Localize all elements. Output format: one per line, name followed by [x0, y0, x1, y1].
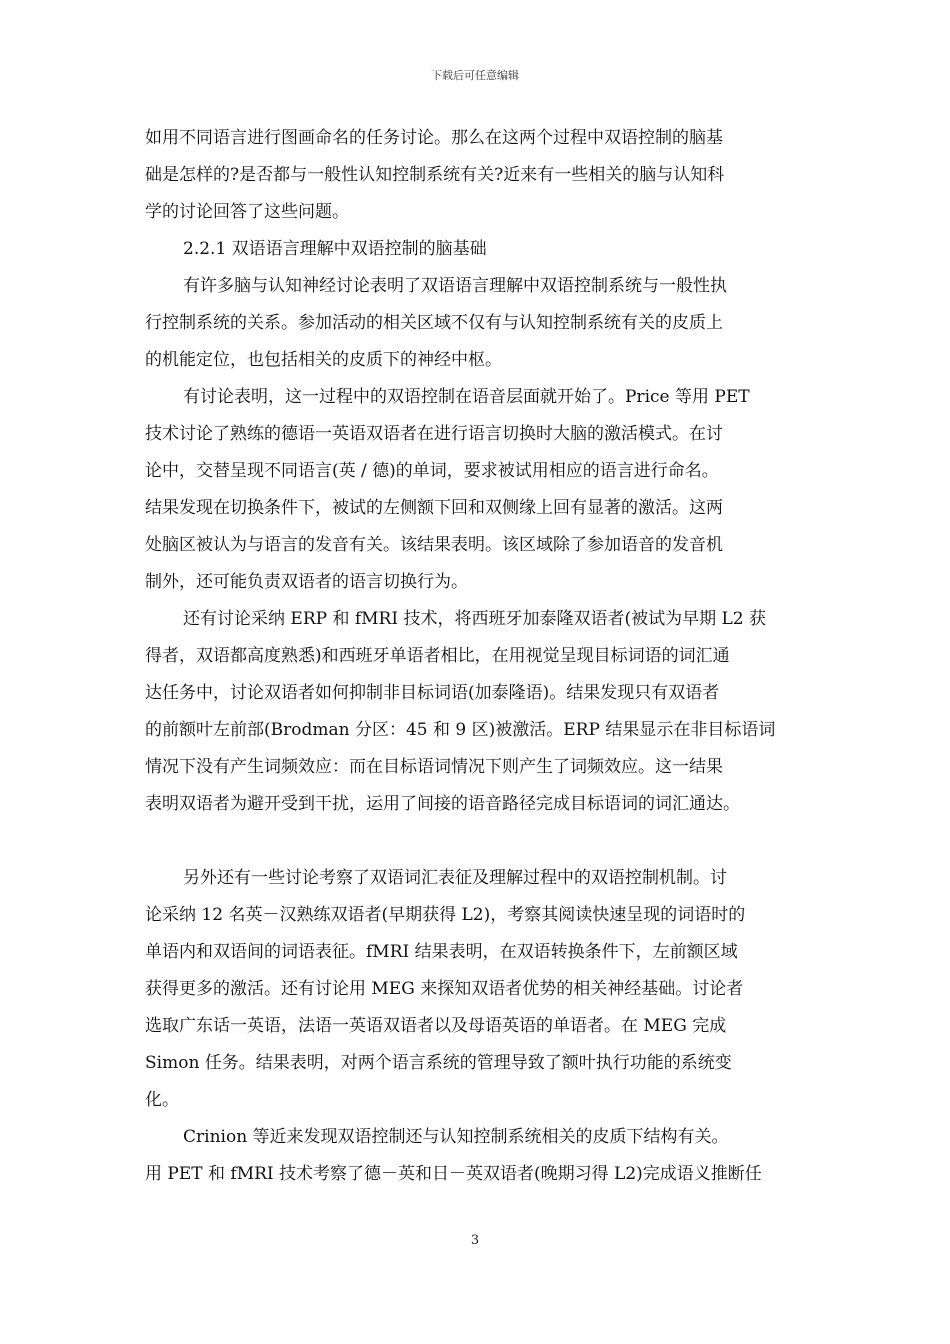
- text-line: 础是怎样的?是否都与一般性认知控制系统有关?近来有一些相关的脑与认知科: [145, 165, 725, 185]
- text-line: Crinion 等近来发现双语控制还与认知控制系统相关的皮质下结构有关。: [183, 1127, 729, 1147]
- text-line: 获得更多的激活。还有讨论用 MEG 来探知双语者优势的相关神经基础。讨论者: [145, 979, 744, 999]
- text-line: 结果发现在切换条件下，被试的左侧额下回和双侧缘上回有显著的激活。这两: [145, 498, 723, 518]
- text-line: 化。: [145, 1090, 179, 1110]
- text-line: 如用不同语言进行图画命名的任务讨论。那么在这两个过程中双语控制的脑基: [145, 128, 723, 148]
- text-line: 还有讨论采纳 ERP 和 fMRI 技术，将西班牙加泰隆双语者(被试为早期 L2 获: [183, 609, 767, 629]
- text-line: 达任务中，讨论双语者如何抑制非目标词语(加泰隆语)。结果发现只有双语者: [145, 683, 720, 703]
- text-line: 2.2.1 双语语言理解中双语控制的脑基础: [183, 239, 487, 259]
- text-line: 另外还有一些讨论考察了双语词汇表征及理解过程中的双语控制机制。讨: [183, 868, 727, 888]
- page-number: 3: [470, 1233, 480, 1248]
- text-line: Simon 任务。结果表明，对两个语言系统的管理导致了额叶执行功能的系统变: [145, 1053, 732, 1073]
- text-line: 技术讨论了熟练的德语一英语双语者在进行语言切换时大脑的激活模式。在讨: [145, 424, 723, 444]
- text-line: 处脑区被认为与语言的发音有关。该结果表明。该区域除了参加语音的发音机: [145, 535, 723, 555]
- document-body: [145, 120, 825, 1193]
- text-line: 有讨论表明，这一过程中的双语控制在语音层面就开始了。Price 等用 PET: [183, 387, 750, 407]
- text-line: 情况下没有产生词频效应：而在目标语词情况下则产生了词频效应。这一结果: [145, 757, 723, 777]
- text-line: 单语内和双语间的词语表征。fMRI 结果表明，在双语转换条件下，左前额区域: [145, 942, 738, 962]
- text-line: 制外，还可能负责双语者的语言切换行为。: [145, 572, 468, 592]
- text-line: 用 PET 和 fMRI 技术考察了德－英和日－英双语者(晚期习得 L2)完成语义推断任: [145, 1164, 762, 1184]
- text-line: 表明双语者为避开受到干扰，运用了间接的语音路径完成目标语词的词汇通达。: [145, 794, 740, 814]
- text-line: 得者，双语都高度熟悉)和西班牙单语者相比，在用视觉呈现目标词语的词汇通: [145, 646, 730, 666]
- text-line: 论采纳 12 名英－汉熟练双语者(早期获得 L2)，考察其阅读快速呈现的词语时的: [145, 905, 746, 925]
- text-line: 行控制系统的关系。参加活动的相关区域不仅有与认知控制系统有关的皮质上: [145, 313, 723, 333]
- text-line: 学的讨论回答了这些问题。: [145, 202, 349, 222]
- text-line: 有许多脑与认知神经讨论表明了双语语言理解中双语控制系统与一般性执: [183, 276, 727, 296]
- text-line: 的前额叶左前部(Brodman 分区：45 和 9 区)被激活。ERP 结果显示在非目标语词: [145, 720, 776, 740]
- page-header: 下载后可任意编辑: [431, 69, 519, 82]
- text-line: 选取广东话一英语，法语一英语双语者以及母语英语的单语者。在 MEG 完成: [145, 1016, 727, 1036]
- text-line: 的机能定位，也包括相关的皮质下的神经中枢。: [145, 350, 502, 370]
- text-line: 论中，交替呈现不同语言(英 / 德)的单词，要求被试用相应的语言进行命名。: [145, 461, 719, 481]
- blank-line: [145, 823, 825, 860]
